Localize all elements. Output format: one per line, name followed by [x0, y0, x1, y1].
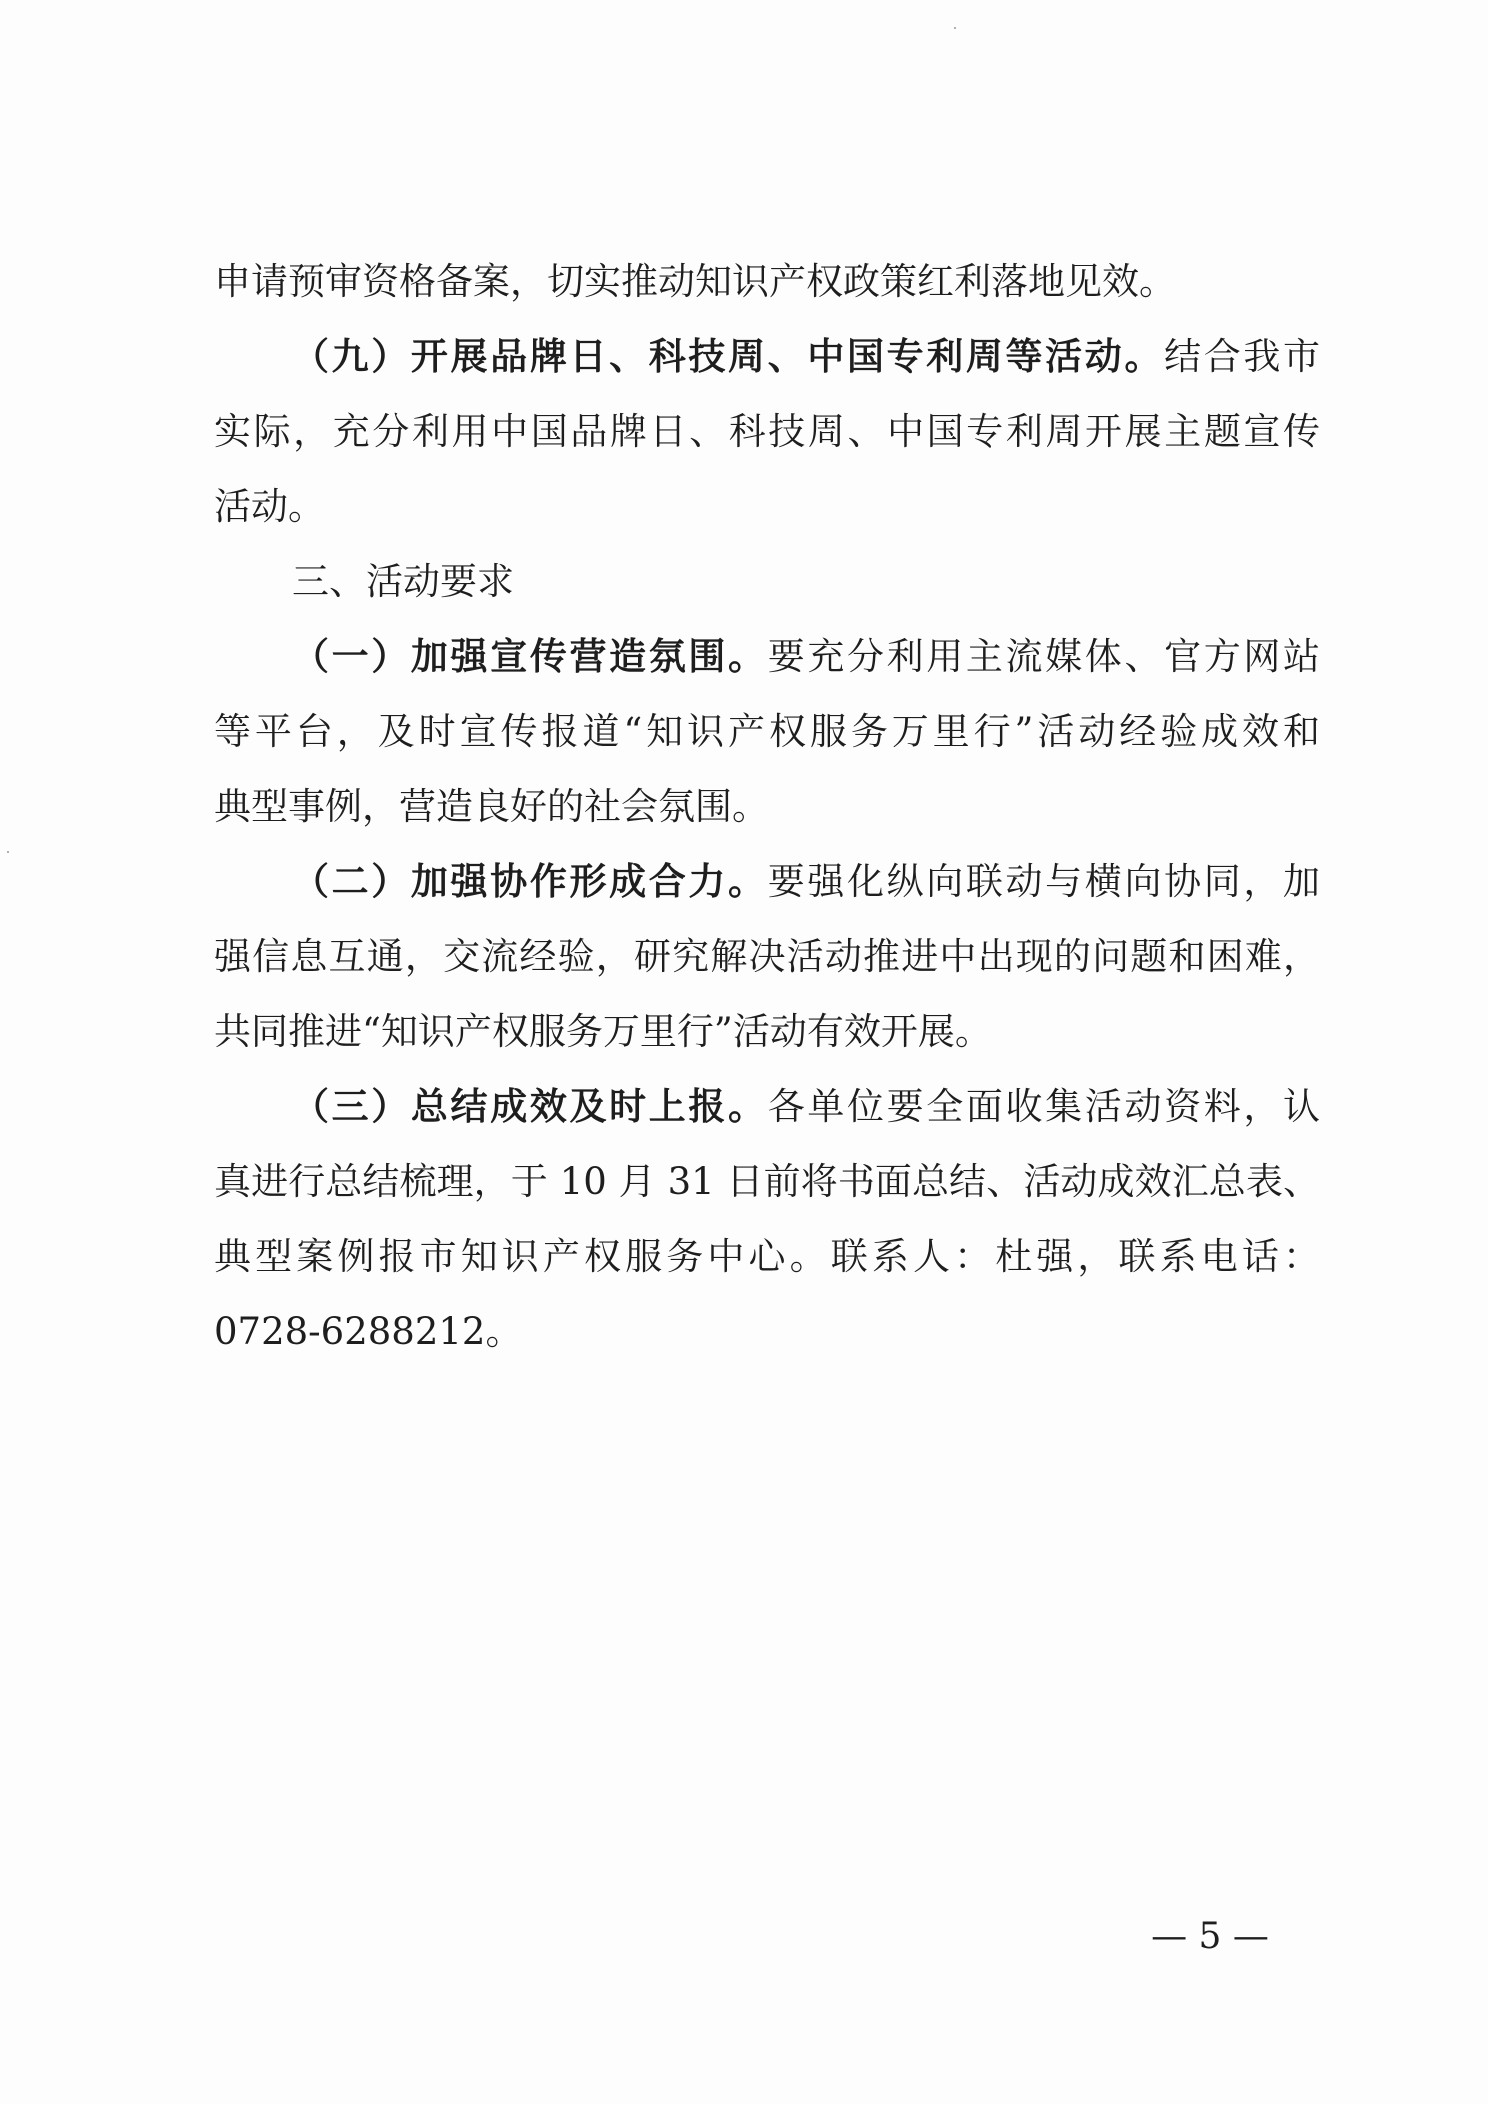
text-line — [214, 619, 1320, 694]
item-text: 要强化纵向联动与横向协同，加 — [767, 860, 1320, 903]
item-heading: （九）开展品牌日、科技周、中国专利周等活动。 — [292, 334, 1165, 378]
body-text — [214, 244, 1320, 1369]
phone-number: 0728-6288212。 — [214, 1310, 523, 1353]
item-text: 活动。 — [214, 485, 325, 528]
item-text: 典型案例报市知识产权服务中心。联系人：杜强，联系电话： — [214, 1235, 1320, 1278]
text-line — [214, 469, 1320, 544]
item-text: 等平台，及时宣传报道“知识产权服务万里行”活动经验成效和 — [214, 710, 1320, 753]
item-text: 强信息互通，交流经验，研究解决活动推进中出现的问题和困难， — [214, 935, 1320, 978]
item-heading: （二）加强协作形成合力。 — [292, 859, 768, 903]
item-text: 典型事例，营造良好的社会氛围。 — [214, 785, 769, 828]
text-line — [214, 844, 1320, 919]
item-text: 共同推进“知识产权服务万里行”活动有效开展。 — [214, 1010, 992, 1053]
item-text: 真进行总结梳理，于 10 月 31 日前将书面总结、活动成效汇总表、 — [214, 1160, 1320, 1203]
item-text: 结合我市 — [1164, 335, 1320, 378]
text-line — [214, 1069, 1320, 1144]
page-number: — 5 — — [1151, 1916, 1269, 1957]
carryover-text: 申请预审资格备案，切实推动知识产权政策红利落地见效。 — [214, 260, 1176, 303]
text-line — [214, 394, 1320, 469]
text-line — [214, 994, 1320, 1069]
text-line — [214, 1294, 1320, 1369]
text-line — [214, 244, 1320, 319]
item-heading: （一）加强宣传营造氛围。 — [292, 634, 768, 678]
text-line — [214, 319, 1320, 394]
item-text: 要充分利用主流媒体、官方网站 — [767, 635, 1320, 678]
text-line — [214, 694, 1320, 769]
text-line — [214, 1144, 1320, 1219]
text-line — [214, 919, 1320, 994]
item-text: 各单位要全面收集活动资料，认 — [767, 1085, 1320, 1128]
text-line — [214, 769, 1320, 844]
section-heading — [214, 544, 1320, 619]
item-heading: （三）总结成效及时上报。 — [292, 1084, 768, 1128]
text-line — [214, 1219, 1320, 1294]
section-title: 三、活动要求 — [292, 560, 514, 603]
scan-speck — [7, 851, 9, 853]
scan-speck — [954, 27, 956, 29]
item-text: 实际，充分利用中国品牌日、科技周、中国专利周开展主题宣传 — [214, 410, 1320, 453]
